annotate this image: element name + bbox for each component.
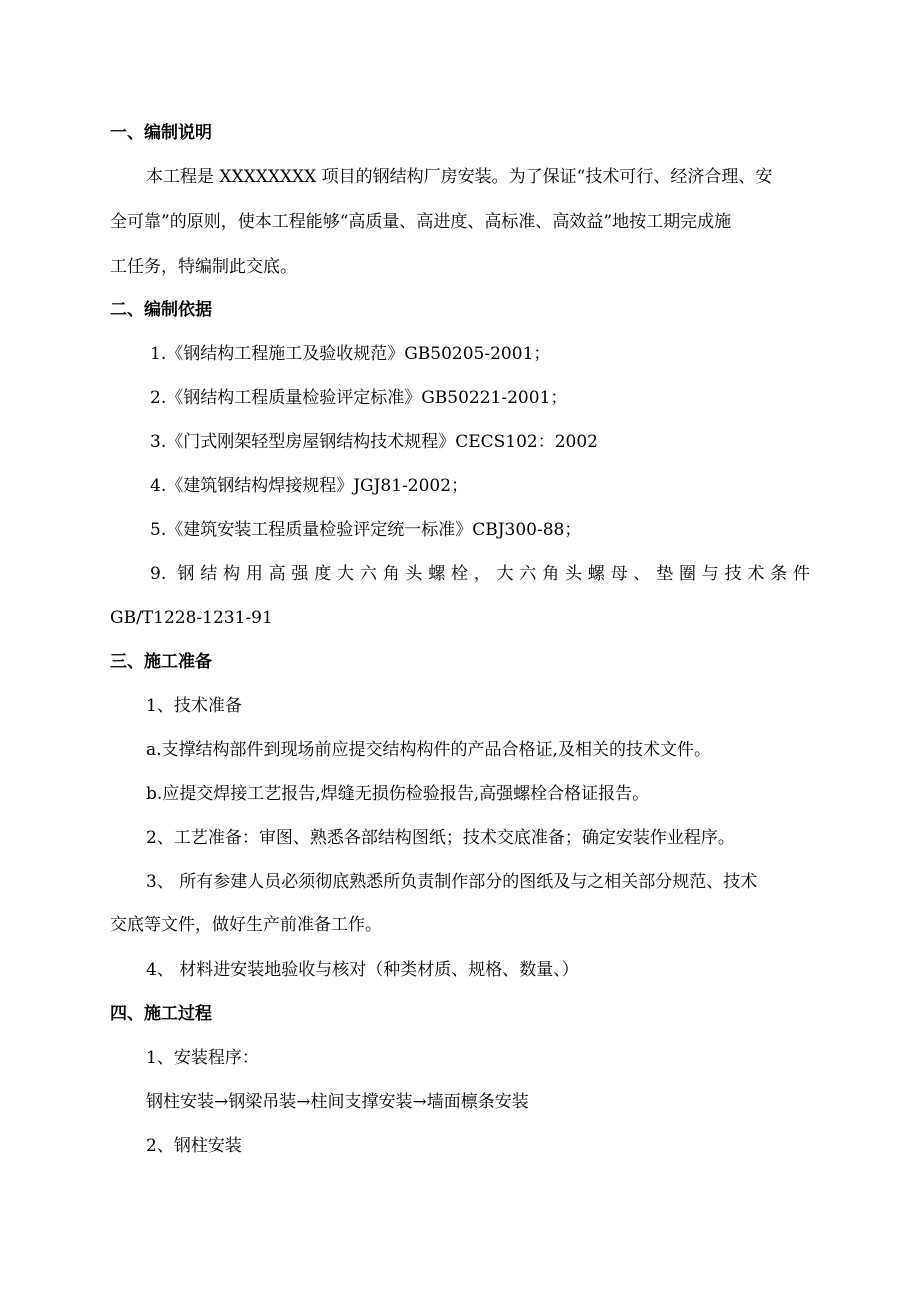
section1-paragraph-line-3: 工任务，特编制此交底。	[110, 257, 297, 277]
steel-column-installation: 2、钢柱安装	[146, 1136, 242, 1156]
section-heading-4: 四、施工过程	[110, 1004, 212, 1024]
section-heading-2: 二、编制依据	[110, 300, 212, 320]
reference-item-9-line-1: 9. 钢结构用高强度大六角头螺栓，大六角头螺母、垫圈与技术条件	[150, 564, 810, 584]
reference-item-4: 4.《建筑钢结构焊接规程》JGJ81-2002；	[150, 476, 469, 496]
preparation-item-b: b.应提交焊接工艺报告,焊缝无损伤检验报告,高强螺栓合格证报告。	[146, 784, 650, 804]
section-heading-3: 三、施工准备	[110, 652, 212, 672]
section-heading-1: 一、编制说明	[110, 123, 212, 143]
section1-paragraph-line-1: 本工程是 XXXXXXXX 项目的钢结构厂房安装。为了保证“技术可行、经济合理、安	[146, 167, 773, 187]
preparation-item-a: a.支撑结构部件到现场前应提交结构构件的产品合格证,及相关的技术文件。	[146, 740, 711, 760]
reference-item-1: 1.《钢结构工程施工及验收规范》GB50205-2001；	[150, 344, 551, 364]
reference-item-9-line-2: GB/T1228-1231-91	[110, 608, 273, 628]
reference-item-5: 5.《建筑安装工程质量检验评定统一标准》CBJ300-88；	[150, 520, 582, 540]
preparation-item-3-line-2: 交底等文件，做好生产前准备工作。	[110, 915, 382, 935]
installation-flow: 钢柱安装→钢梁吊装→柱间支撑安装→墙面檩条安装	[146, 1092, 529, 1112]
section1-paragraph-line-2: 全可靠”的原则，使本工程能够“高质量、高进度、高标准、高效益”地按工期完成施	[110, 212, 732, 232]
process-preparation: 2、工艺准备：审图、熟悉各部结构图纸；技术交底准备；确定安装作业程序。	[146, 828, 735, 848]
preparation-item-4: 4、 材料进安装地验收与核对（种类材质、规格、数量、）	[146, 960, 579, 980]
reference-item-2: 2.《钢结构工程质量检验评定标准》GB50221-2001；	[150, 388, 568, 408]
installation-program: 1、安装程序：	[146, 1048, 259, 1068]
reference-item-3: 3.《门式刚架轻型房屋钢结构技术规程》CECS102：2002	[150, 432, 599, 452]
preparation-item-3-line-1: 3、 所有参建人员必须彻底熟悉所负责制作部分的图纸及与之相关部分规范、技术	[146, 872, 758, 892]
technical-preparation: 1、技术准备	[146, 696, 242, 716]
